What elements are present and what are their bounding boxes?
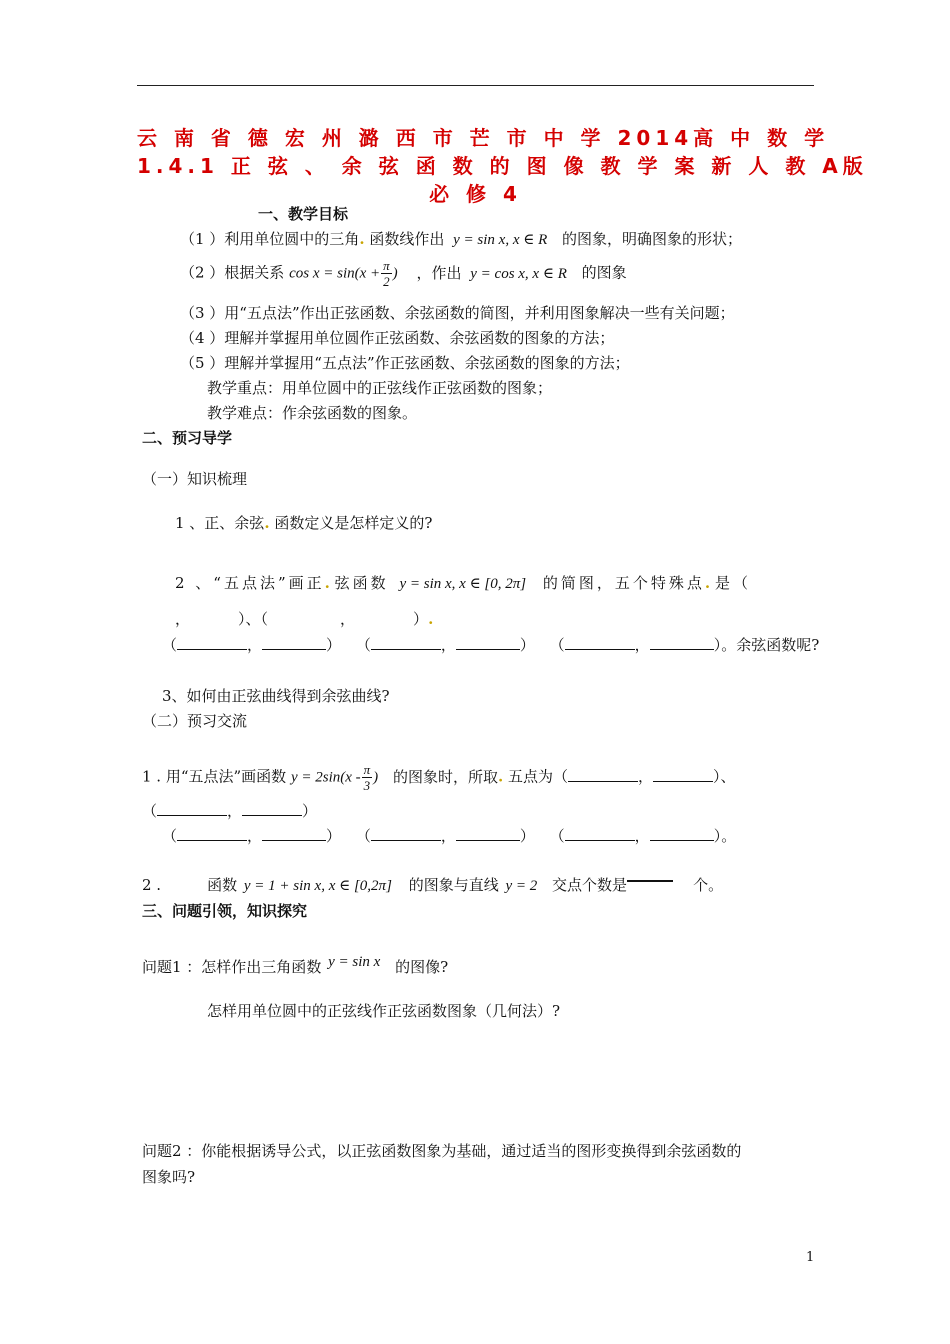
page-number: 1: [806, 1250, 815, 1265]
blank[interactable]: [262, 840, 326, 841]
blank[interactable]: [565, 840, 635, 841]
section3-heading: 三、问题引领，知识探究: [142, 902, 308, 920]
exchange-1-row-3: （ ， ） （ ， ） （ ， ）。: [162, 827, 737, 845]
difficult-point: 教学难点：作余弦函数的图象。: [207, 404, 418, 422]
goal-1: （1 ）利用单位圆中的三角. 函数线作出 y = sin x, x ∈ R 的图象，明确图象的形状；: [180, 230, 743, 248]
blank[interactable]: [177, 649, 247, 650]
goal-3: （3 ）用“五点法”作出正弦函数、余弦函数的简图，并利用图象解决一些有关问题；: [180, 304, 735, 322]
section2-heading: 二、预习导学: [142, 429, 233, 447]
blank[interactable]: [653, 781, 713, 782]
title-line-2: 1.4.1 正 弦 、 余 弦 函 数 的 图 像 教 学 案 新 人 教 A版: [137, 154, 868, 178]
question-3: 3、如何由正弦曲线得到余弦曲线?: [162, 687, 390, 705]
header-rule: [137, 85, 814, 86]
blank[interactable]: [650, 649, 714, 650]
blank[interactable]: [627, 880, 673, 882]
goal-5: （5 ）理解并掌握用“五点法”作正弦函数、余弦函数的图象的方法；: [180, 354, 630, 372]
question-2: 2 、“五点法”画正. 弦函数 y = sin x, x ∈ [0, 2π] 的简图，五个特殊点. 是（: [175, 574, 751, 592]
blank[interactable]: [568, 781, 638, 782]
title-line-3: 必 修 4: [429, 182, 522, 206]
blank[interactable]: [242, 815, 302, 816]
goal-2: （2 ）根据关系 cos x = sin(x + $\frac{\pi}{2}$ ) ，作出 y = cos x, x ∈ R 的图象: [180, 258, 627, 289]
question-1: 1 、正、余弦. 函数定义是怎样定义的?: [175, 514, 433, 532]
title-line-1: 云 南 省 德 宏 州 潞 西 市 芒 市 中 学 2014高 中 数 学: [137, 126, 830, 150]
goal-4: （4 ）理解并掌握用单位圆作正弦函数、余弦函数的图象的方法；: [180, 329, 615, 347]
blank[interactable]: [157, 815, 227, 816]
problem-1: 问题1 ：怎样作出三角函数 y = sin x 的图像?: [142, 954, 449, 976]
blank[interactable]: [177, 840, 247, 841]
problem-2-line-1: 问题2 ：你能根据诱导公式，以正弦函数图象为基础，通过适当的图形变换得到余弦函数的: [142, 1142, 742, 1160]
question-2-blanks: （ ， ） （ ， ） （ ， ）。余弦函数呢?: [162, 636, 820, 654]
blank[interactable]: [456, 649, 520, 650]
subsection-knowledge: （一）知识梳理: [142, 470, 248, 488]
blank[interactable]: [456, 840, 520, 841]
subsection-exchange: （二）预习交流: [142, 712, 248, 730]
problem-2-line-2: 图象吗?: [142, 1168, 196, 1186]
blank[interactable]: [650, 840, 714, 841]
question-2-row-2: ， ）、（ ， ）.: [175, 610, 434, 628]
blank[interactable]: [262, 649, 326, 650]
blank[interactable]: [565, 649, 635, 650]
blank[interactable]: [371, 649, 441, 650]
key-point: 教学重点：用单位圆中的正弦线作正弦函数的图象；: [207, 379, 553, 397]
exchange-1-row-2: （ ， ）: [142, 802, 318, 820]
exchange-1: 1 . 用“五点法”画函数 y = 2sin(x - $\frac{\pi}{3}$ ) 的图象时，所取. 五点为（ ， ）、: [142, 762, 736, 793]
problem-1-sub: 怎样用单位圆中的正弦线作正弦函数图象（几何法）?: [207, 1002, 561, 1020]
exchange-2: 2 . 函数 y = 1 + sin x, x ∈ [0,2π] 的图象与直线 y = 2 交点个数是 个。: [142, 876, 724, 894]
blank[interactable]: [371, 840, 441, 841]
section1-heading: 一、教学目标: [258, 205, 349, 223]
